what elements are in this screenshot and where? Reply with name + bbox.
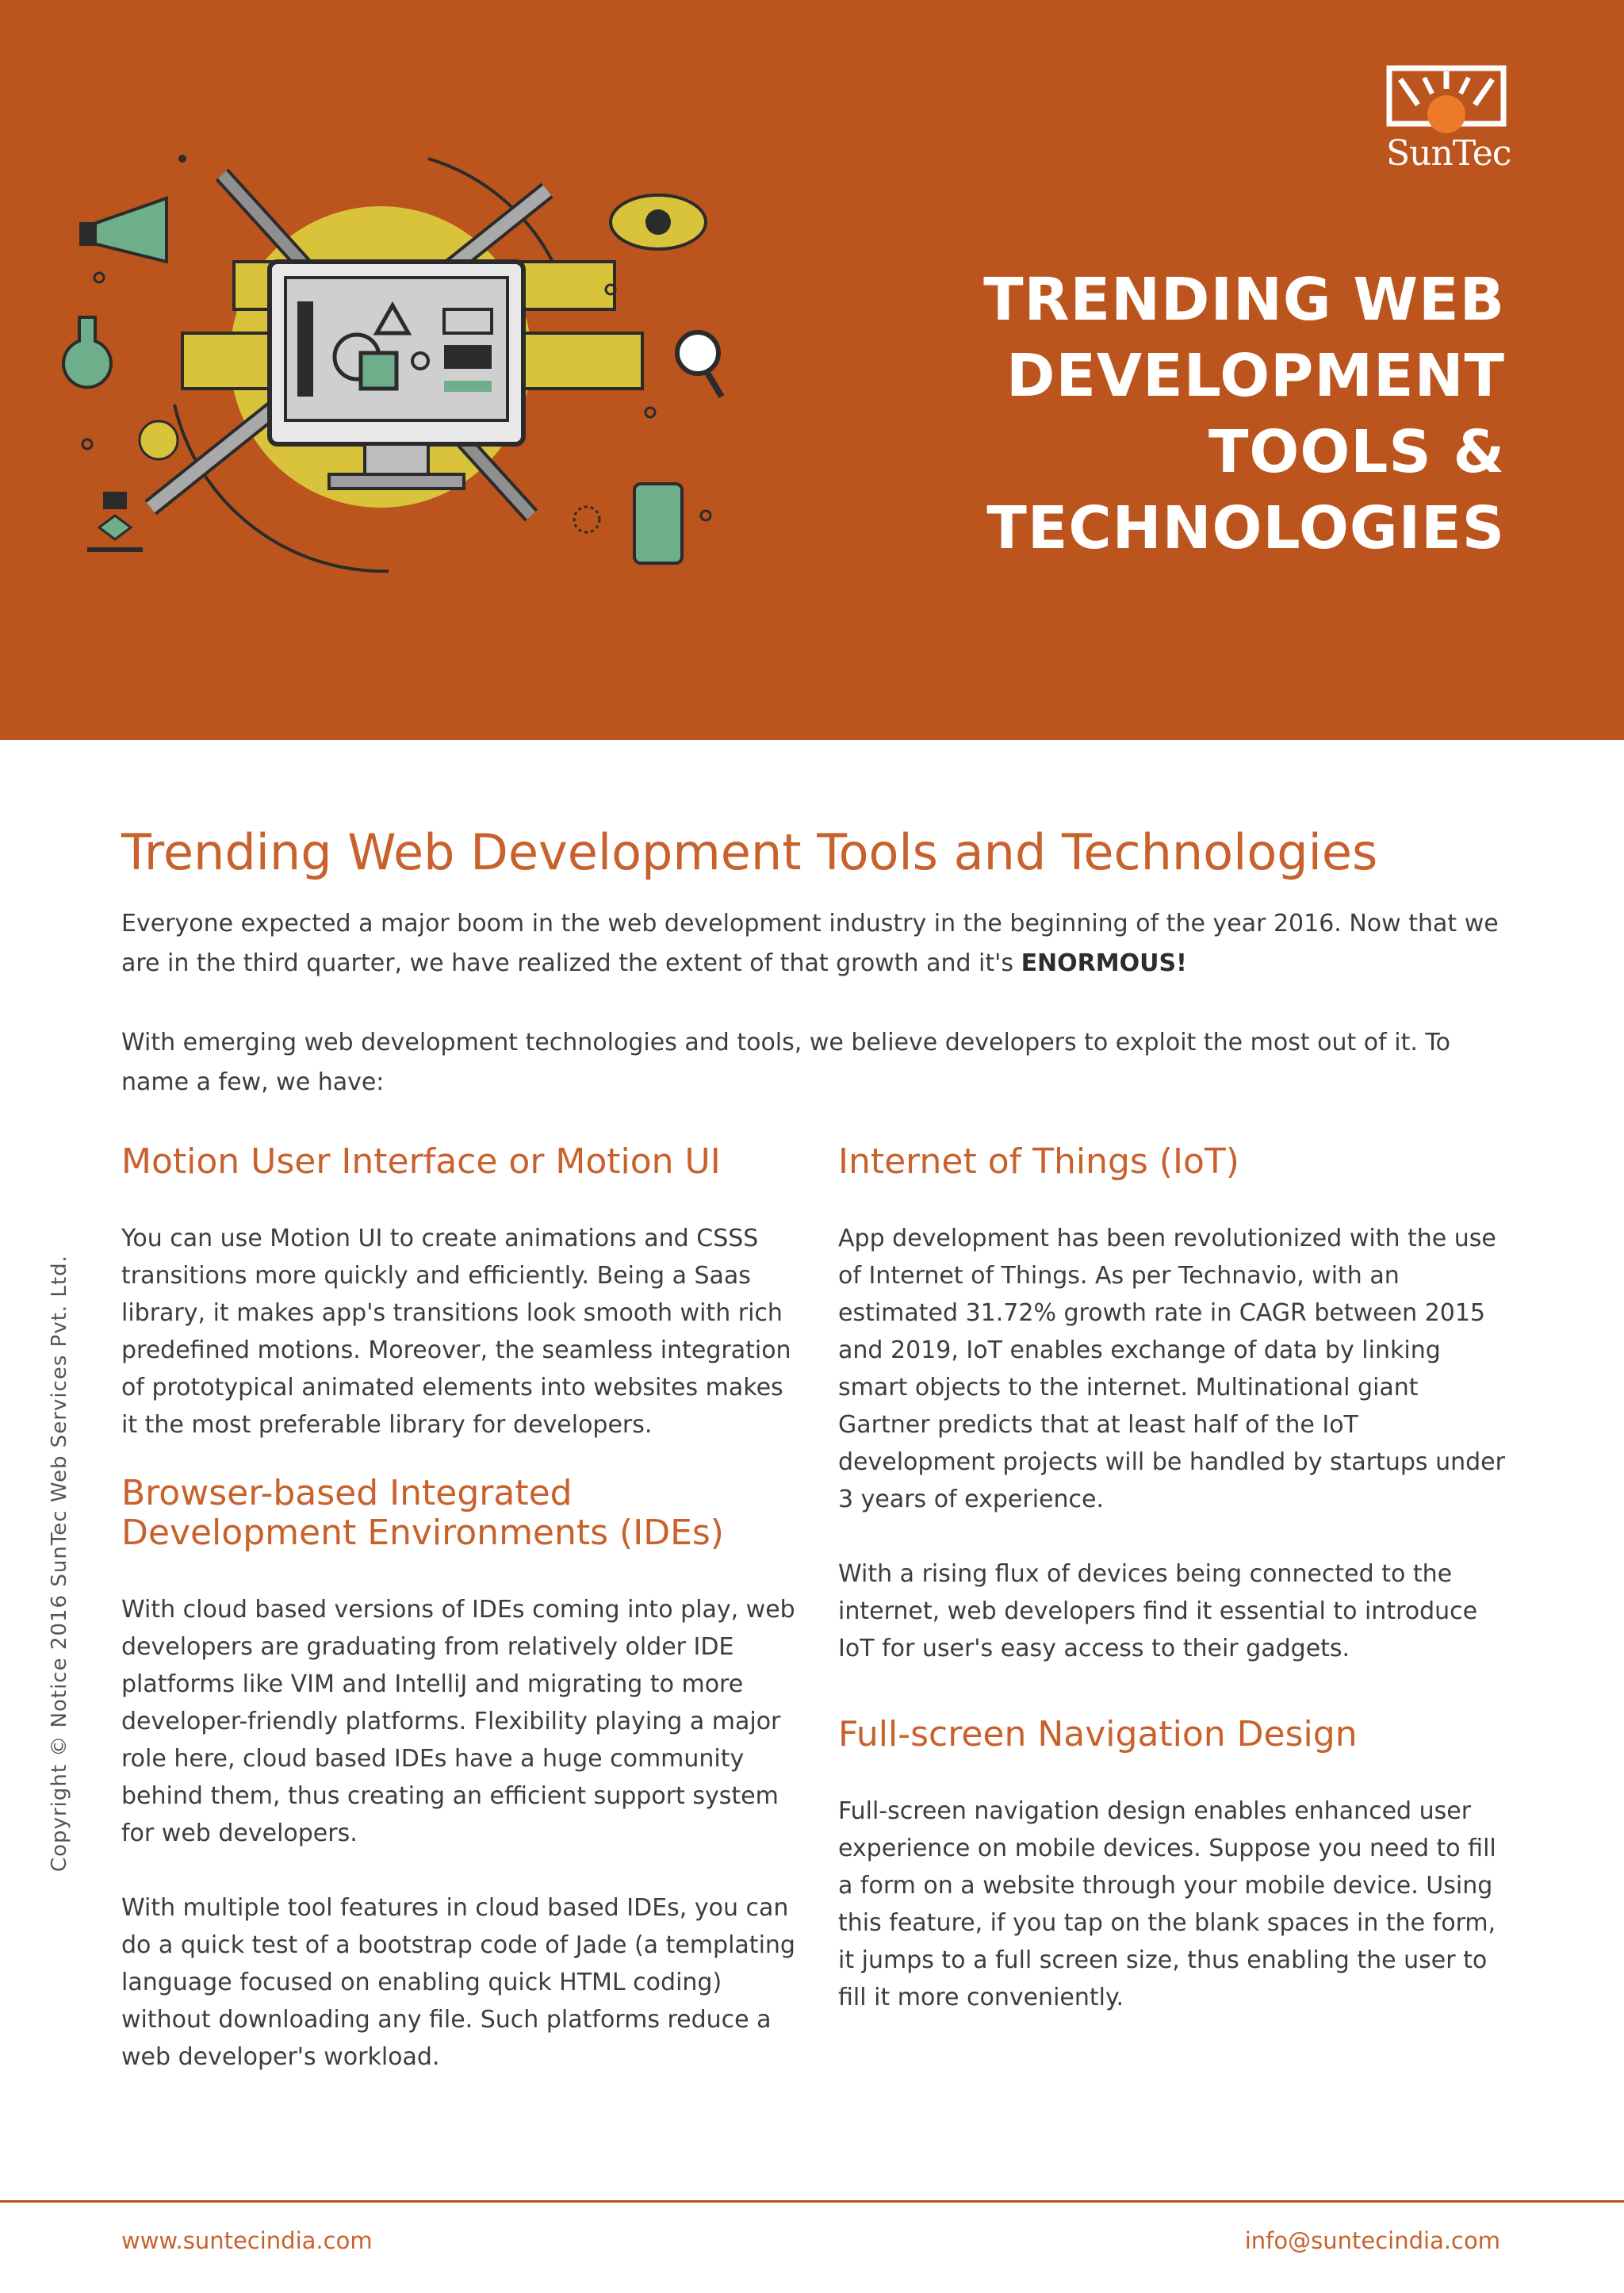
iot-heading: Internet of Things (IoT)	[838, 1141, 1239, 1182]
intro-emphasis: ENORMOUS!	[1021, 949, 1187, 977]
motion-ui-text: You can use Motion UI to create animations and CSSS transitions more quickly and efficiently. Being a Saas library, it makes app's transitions look smooth with rich predefined motions. Moreover, the seamless integration of prototypical animated elements into websites makes it the most preferable library for developers.	[121, 1225, 791, 1439]
ides-heading: Browser-based Integrated Development Environments (IDEs)	[121, 1473, 724, 1553]
web-development-illustration	[56, 143, 753, 587]
hero-banner	[0, 0, 1624, 740]
article-columns	[121, 1142, 1505, 2142]
motion-ui-heading: Motion User Interface or Motion UI	[121, 1141, 721, 1182]
footer-divider	[0, 2200, 1624, 2203]
hero-title: TRENDING WEB DEVELOPMENT TOOLS & TECHNOLOGIES	[983, 266, 1505, 562]
ides-text-2: With multiple tool features in cloud based IDEs, you can do a quick test of a bootstrap code of Jade (a templating language focused on enabling quick HTML coding) without downloading any file. Such platforms reduce a web developer's workload.	[121, 1894, 795, 2071]
intro-section	[121, 801, 1501, 1102]
intro-text-1: Everyone expected a major boom in the web development industry in the beginning of the year 2016. Now that we are in the third quarter, we have realized the extent of that growth and it's	[121, 910, 1499, 977]
intro-paragraph-1	[121, 904, 1501, 984]
page-title: Trending Web Development Tools and Technologies	[121, 823, 1378, 881]
ides-text-1: With cloud based versions of IDEs coming into play, web developers are graduating from relatively older IDE platforms like VIM and IntelliJ and migrating to more developer-friendly platforms. Flexibility playing a major role here, cloud based IDEs have a huge community behind them, thus creating an efficient support system for web developers.	[121, 1596, 795, 1847]
right-column	[838, 1142, 1512, 2016]
suntec-logo	[1386, 65, 1511, 174]
footer-email-link[interactable]: info@suntecindia.com	[1244, 2227, 1500, 2254]
side-copyright: Copyright © Notice 2016 SunTec Web Services Pvt. Ltd.	[48, 1255, 71, 1872]
sun-icon	[1386, 65, 1507, 136]
fullscreen-nav-text: Full-screen navigation design enables enhanced user experience on mobile devices. Suppose you need to fill a form on a website through your mobile device. Using this feature, if you tap on the blank spaces in the form, it jumps to a full screen size, thus enabling the user to fill it more conveniently.	[838, 1797, 1496, 2011]
intro-paragraph-2: With emerging web development technologies and tools, we believe developers to exploit the most out of it. To name a few, we have:	[121, 1029, 1451, 1096]
left-column	[121, 1142, 795, 2076]
iot-text-1: App development has been revolutionized with the use of Internet of Things. As per Technavio, with an estimated 31.72% growth rate in CAGR between 2015 and 2019, IoT enables exchange of data by linking smart objects to the internet. Multinational giant Gartner predicts that at least half of the IoT development projects will be handled by startups under 3 years of experience.	[838, 1225, 1505, 1513]
logo-wordmark: SunTec	[1386, 133, 1511, 174]
iot-text-2: With a rising flux of devices being connected to the internet, web developers find it essential to introduce IoT for user's easy access to their gadgets.	[838, 1560, 1478, 1662]
footer-website-link[interactable]: www.suntecindia.com	[121, 2227, 373, 2254]
fullscreen-nav-heading: Full-screen Navigation Design	[838, 1714, 1358, 1754]
